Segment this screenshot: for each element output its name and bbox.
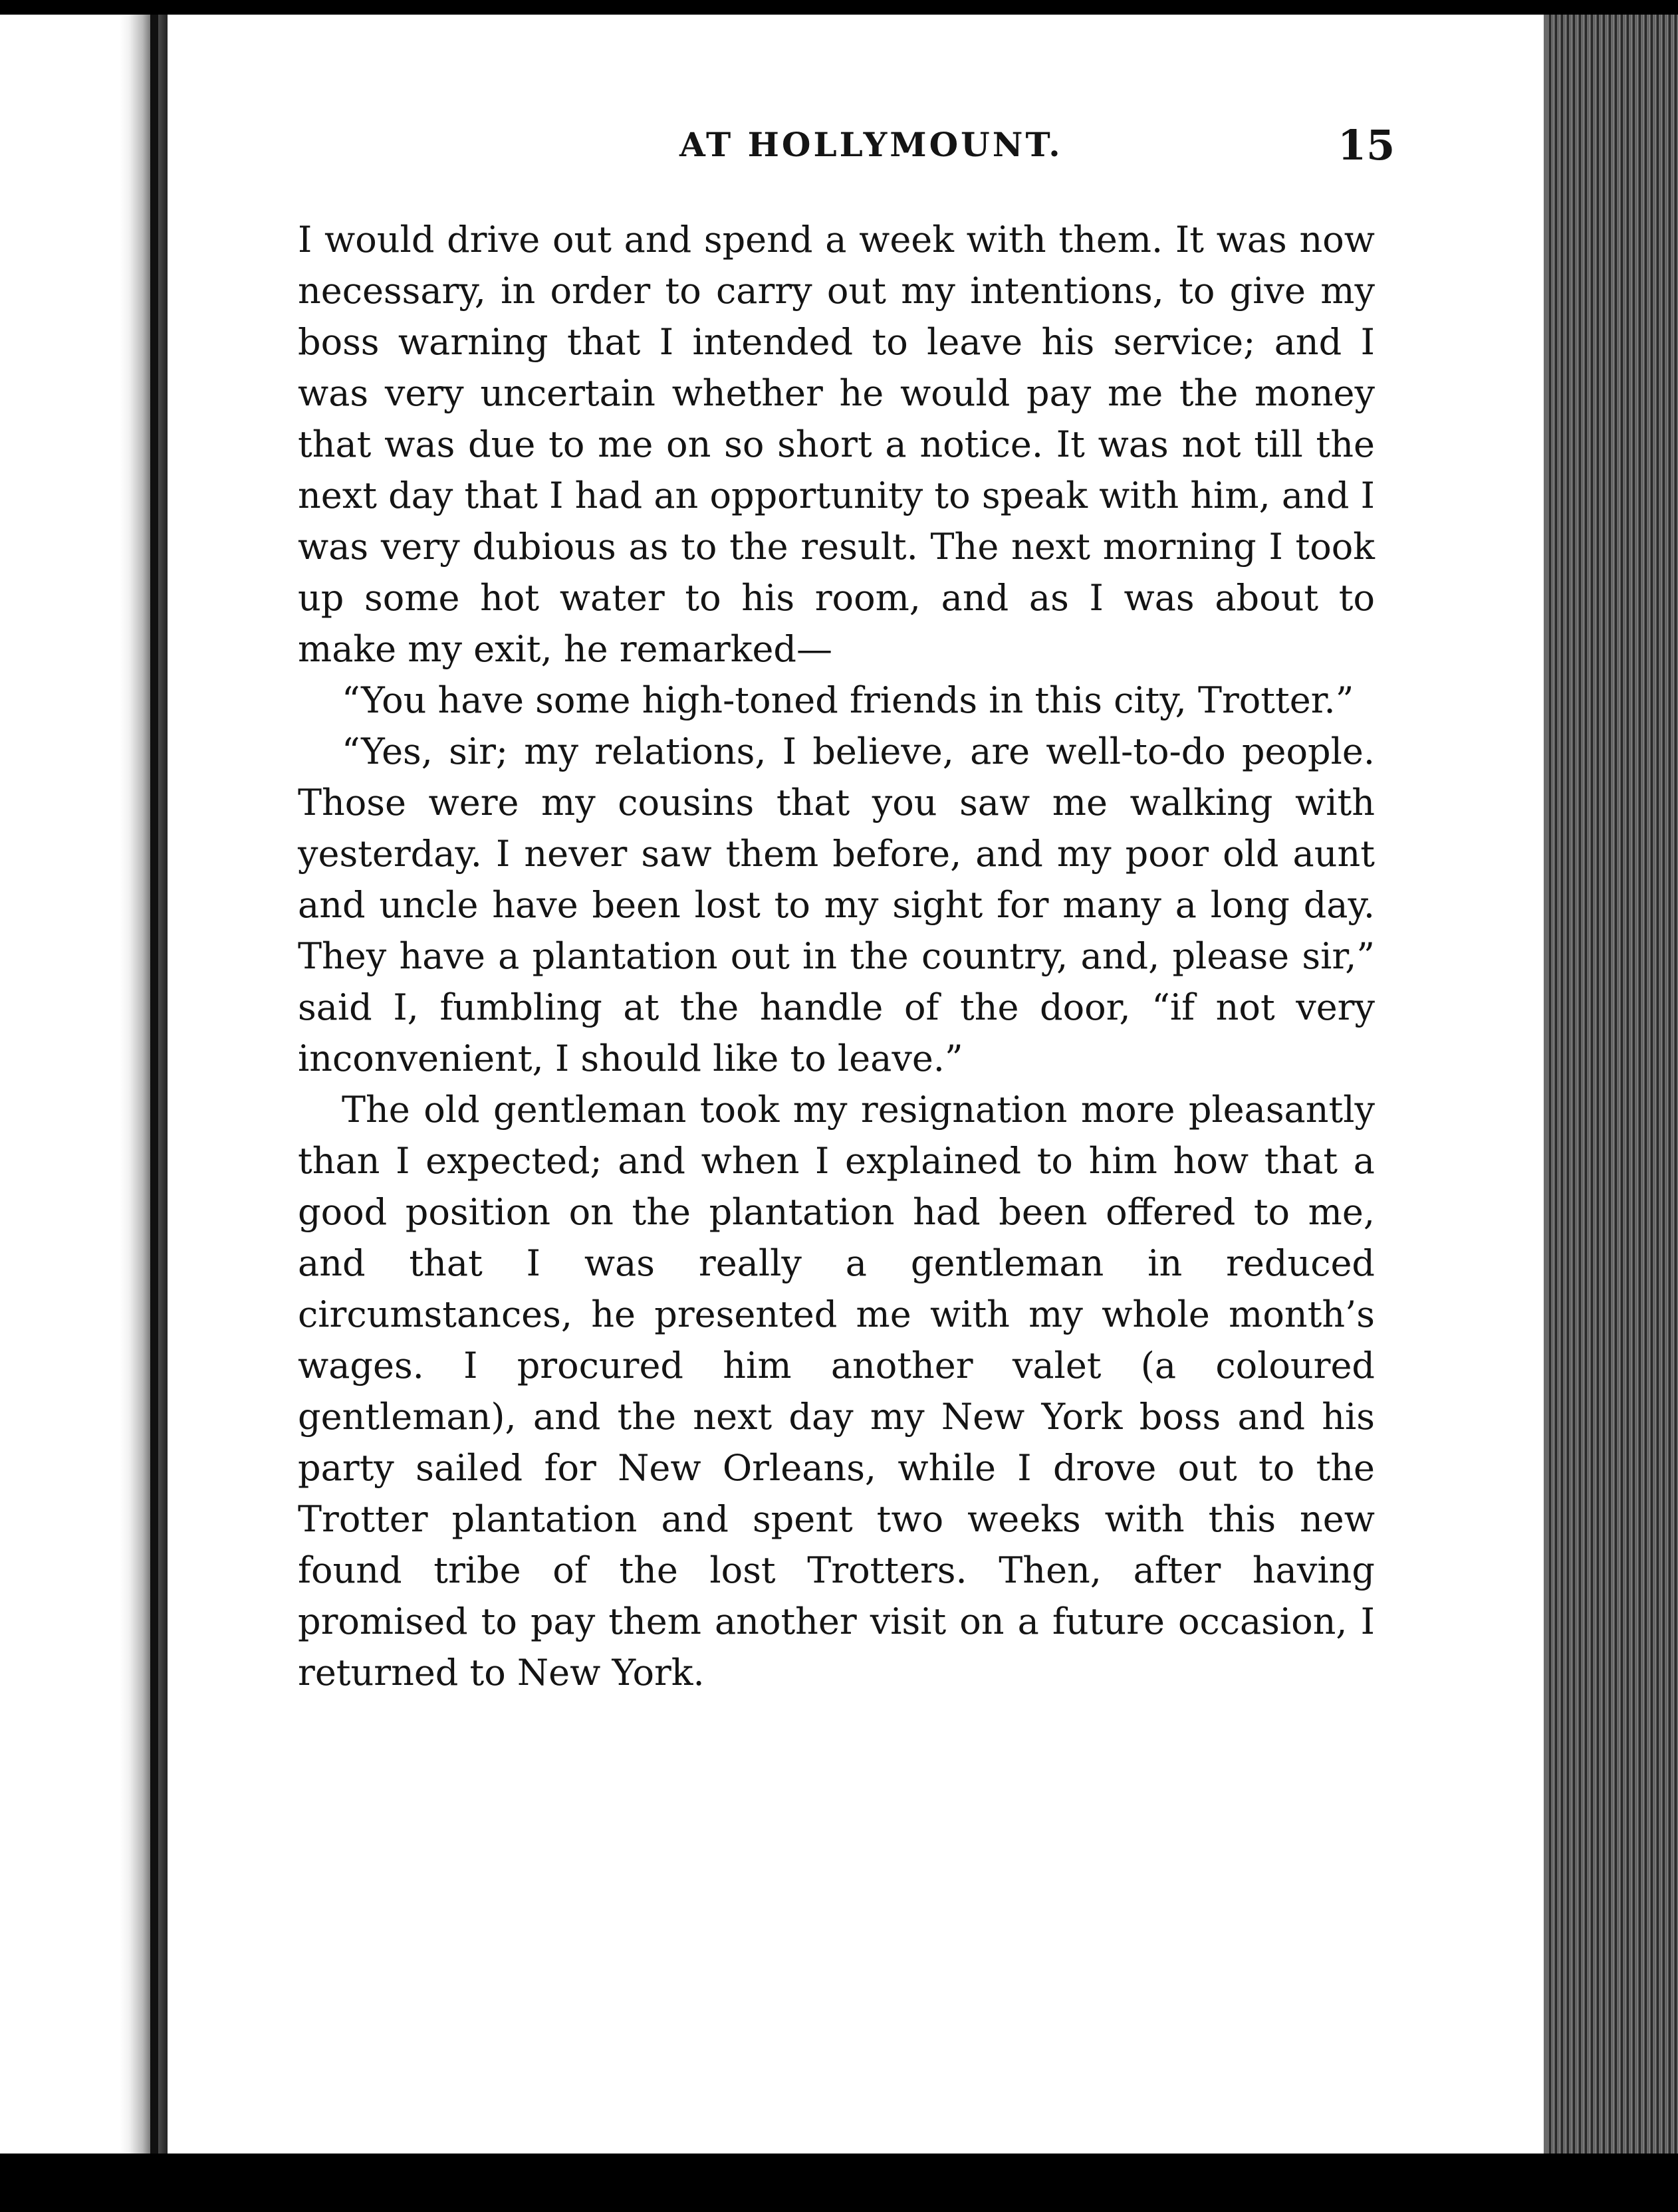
scan-bottom-border — [0, 2154, 1678, 2212]
running-head: AT HOLLYMOUNT. — [679, 125, 1063, 164]
book-gutter-shadow — [120, 15, 168, 2154]
book-spine-line — [150, 15, 158, 2154]
page-header — [168, 121, 1395, 171]
page-edge-border — [1544, 15, 1549, 2154]
page-number: 15 — [1338, 121, 1395, 169]
book-page — [168, 15, 1544, 2154]
scan-top-border — [0, 0, 1678, 15]
page-stack-edge — [1549, 15, 1678, 2154]
body-text — [298, 214, 1375, 1698]
paragraph: I would drive out and spend a week with them. It was now necessary, in order to carry out my intentions, to give my boss warning that I intended to leave his service; and I was very uncertain whether he would pay me the money that was due to me on so short a notice. It was not till the next day that I had an opportunity to speak with him, and I was very dubious as to the result. The next morning I took up some hot water to his room, and as I was about to make my exit, he remarked— — [298, 219, 1375, 670]
paragraph: “Yes, sir; my relations, I believe, are well-to-do people. Those were my cousins that you saw me walking with yesterday. I never saw them before, and my poor old aunt and uncle have been lost to my sight for many a long day. They have a plantation out in the country, and, please sir,” said I, fumbling at the handle of the door, “if not very inconvenient, I should like to leave.” — [298, 730, 1375, 1079]
paragraph: The old gentleman took my resignation more pleasantly than I expected; and when I explained to him how that a good position on the plantation had been offered to me, and that I was really a gentleman in reduced circumstances, he presented me with my whole month’s wages. I procured him another valet (a coloured gentleman), and the next day my New York boss and his party sailed for New Orleans, while I drove out to the Trotter plantation and spent two weeks with this new found tribe of the lost Trotters. Then, after having promised to pay them another visit on a future occasion, I returned to New York. — [298, 1089, 1375, 1694]
paragraph: “You have some high-toned friends in this city, Trotter.” — [342, 679, 1354, 721]
